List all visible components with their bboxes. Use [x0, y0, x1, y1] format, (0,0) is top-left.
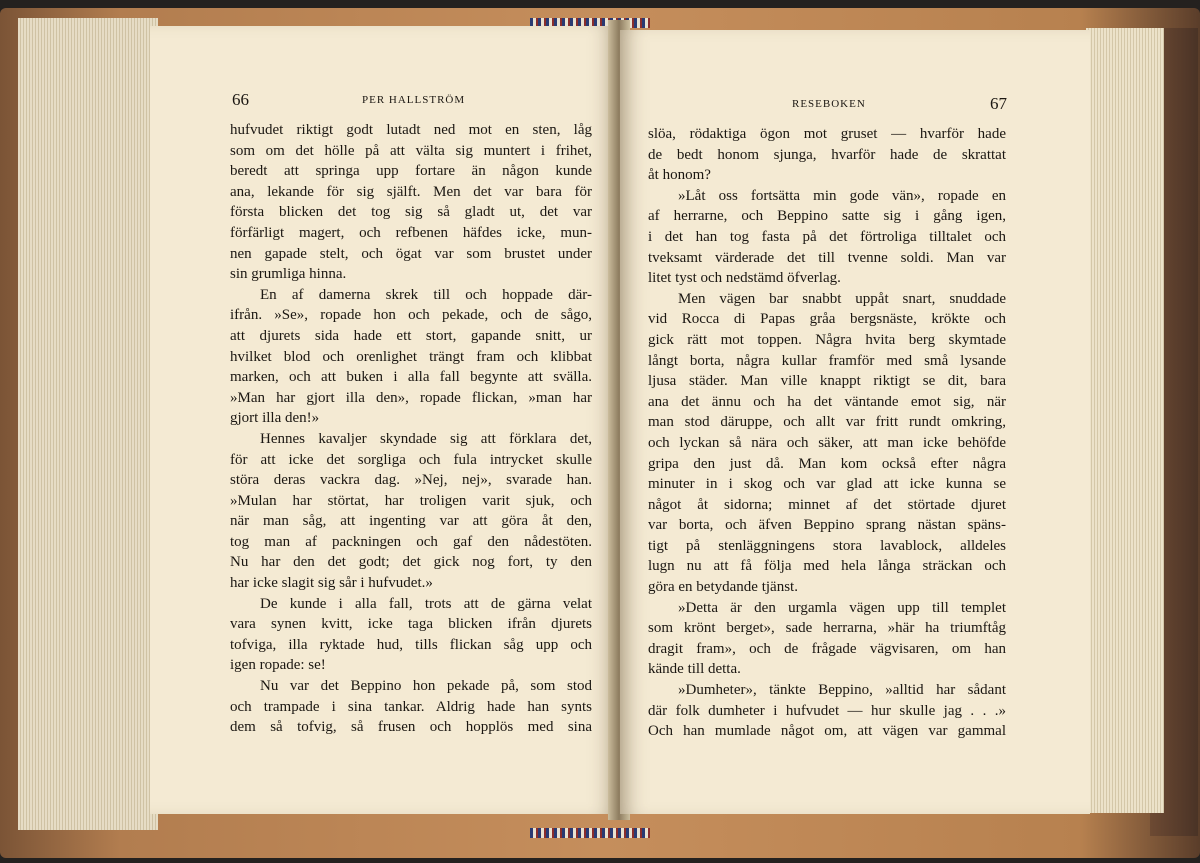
left-page [150, 26, 616, 814]
text-line: var borta, och äfven Beppino sprang nästan späns- [648, 517, 1006, 534]
text-line: tveksamt värderade det till tvenne soldi. Man var [648, 249, 1006, 266]
text-line: dragit fram», och de frågade vägvisaren, om han [648, 640, 1006, 657]
text-line: de bedt honom sjunga, hvarför hade de skrattat [648, 146, 1006, 163]
page-number-right: 67 [990, 94, 1007, 113]
text-line: och trampade i sina tankar. Aldrig hade han synts [230, 698, 592, 715]
text-line: störa deras vackra dag. »Nej, nej», svarade han. [230, 472, 592, 489]
text-line: ana det ännu och ha det väntande emot sig, när [648, 393, 1006, 410]
text-line: när man såg, att ingenting var att göra åt den, [230, 513, 592, 530]
running-head-right: RESEBOKEN [792, 98, 866, 110]
page-edges-right [1086, 28, 1164, 813]
text-line: vara synen kvitt, icke taga blicken ifrån djurets [230, 616, 592, 633]
page-number-left: 66 [232, 90, 249, 109]
text-line: De kunde i alla fall, trots att de gärna velat [260, 595, 592, 612]
text-line: lugn nu att få följa med hela långa sträckan och [648, 558, 1006, 575]
text-line: vid Rocca di Papas gråa bergsnäste, krökte och [648, 311, 1006, 328]
right-page-text [648, 124, 1006, 742]
text-line: dem så tofvig, så frusen och hopplös med sina [230, 719, 592, 736]
text-line: nen gapade stelt, och ögat var som brustet under [230, 245, 592, 262]
text-line: »Låt oss fortsätta min gode vän», ropade en [678, 187, 1006, 204]
text-line: i det han tog fasta på det förtroliga tilltalet och [648, 228, 1006, 245]
text-line: hufvudet riktigt godt lutadt ned mot en sten, låg [230, 122, 592, 138]
text-line: »Mulan har störtat, har troligen varit sjuk, och [230, 492, 592, 509]
text-line: man stod däruppe, och allt var fritt rundt omkring, [648, 414, 1006, 431]
text-line: beredt att springa upp fortare än någon kunde [230, 163, 592, 180]
headband-bottom [530, 828, 650, 838]
text-line: åt honom? [648, 167, 711, 184]
text-line: kände till detta. [648, 661, 741, 678]
text-line: »Detta är den urgamla vägen upp till templet [678, 599, 1006, 616]
text-line: och lyckan så nära och säker, att man icke behöfde [648, 434, 1006, 451]
text-line: sin grumliga hinna. [230, 266, 347, 283]
text-line: af herrarne, och Beppino satte sig i gång igen, [648, 208, 1006, 225]
text-line: Hennes kavaljer skyndade sig att förklara det, [260, 430, 592, 447]
text-line: Nu har den det godt; det gick nog fort, ty den [230, 554, 592, 571]
text-line: »Man har gjort illa den», ropade flickan, »man har [230, 389, 592, 406]
text-line: litet tyst och nedstämd öfverlag. [648, 270, 841, 287]
text-line: förfärligt magert, och refbenen häfdes icke, mun- [230, 224, 592, 241]
text-line: tigt på stenläggningens stora lavablock, alldeles [648, 537, 1006, 554]
text-line: »Dumheter», tänkte Beppino, »alltid har sådant [678, 682, 1006, 699]
page-edges-left [18, 18, 158, 830]
text-line: något åt sidorna; minnet af det störtade djuret [648, 496, 1006, 513]
text-line: ifrån. »Se», ropade hon och pekade, och de sågo, [230, 307, 592, 324]
right-page [620, 30, 1090, 814]
text-line: igen ropade: se! [230, 657, 326, 674]
running-head-left: PER HALLSTRÖM [362, 94, 466, 106]
text-line: Nu var det Beppino hon pekade på, som stod [260, 678, 592, 695]
left-page-text [230, 120, 592, 738]
text-line: hvilket blod och orenlighet trängt fram och klibbat [230, 348, 592, 365]
text-line: gripa den just då. Man kom också efter några [648, 455, 1006, 472]
text-line: minuter in i skog och var glad att icke kunna se [648, 476, 1006, 493]
text-line: tog man af packningen och gaf den nådestöten. [230, 533, 592, 550]
text-line: som om det hölle på att välta sig muntert i frihet, [230, 142, 592, 159]
text-line: som krönt berget», sade herrarna, »här ha triumftåg [648, 620, 1006, 637]
text-line: slöa, rödaktiga ögon mot gruset — hvarför hade [648, 126, 1006, 142]
text-line: gick rätt mot toppen. Några hvita berg skymtade [648, 331, 1006, 348]
text-line: En af damerna skrek till och hoppade där- [260, 286, 592, 303]
text-line: att djurets sida hade ett stort, gapande snitt, ur [230, 327, 592, 344]
text-line: första blicken det tog sig så gladt ut, det var [230, 204, 592, 221]
text-line: ljusa städer. Man ville knappt riktigt se dit, bara [648, 373, 1006, 390]
text-line: Men vägen bar snabbt uppåt snart, snuddade [678, 290, 1006, 307]
text-line: göra en betydande tjänst. [648, 579, 798, 596]
text-line: marken, och att buken i alla fall begynte att svälla. [230, 369, 592, 386]
text-line: gjort illa den!» [230, 410, 320, 427]
text-line: Och han mumlade något om, att vägen var gammal [648, 723, 1006, 740]
text-line: långt borta, några kullar framför med små lysande [648, 352, 1006, 369]
text-line: har icke slagit sig sår i hufvudet.» [230, 575, 433, 592]
text-line: för att icke det sorgliga och fula intrycket skulle [230, 451, 592, 468]
text-line: där folk dumheter i hufvudet — hur skulle jag . . .» [648, 702, 1006, 719]
text-line: tofviga, illa ryktade hud, tills flickan såg upp och [230, 636, 592, 653]
text-line: ana, lekande för sig själft. Men det var bara för [230, 183, 592, 200]
